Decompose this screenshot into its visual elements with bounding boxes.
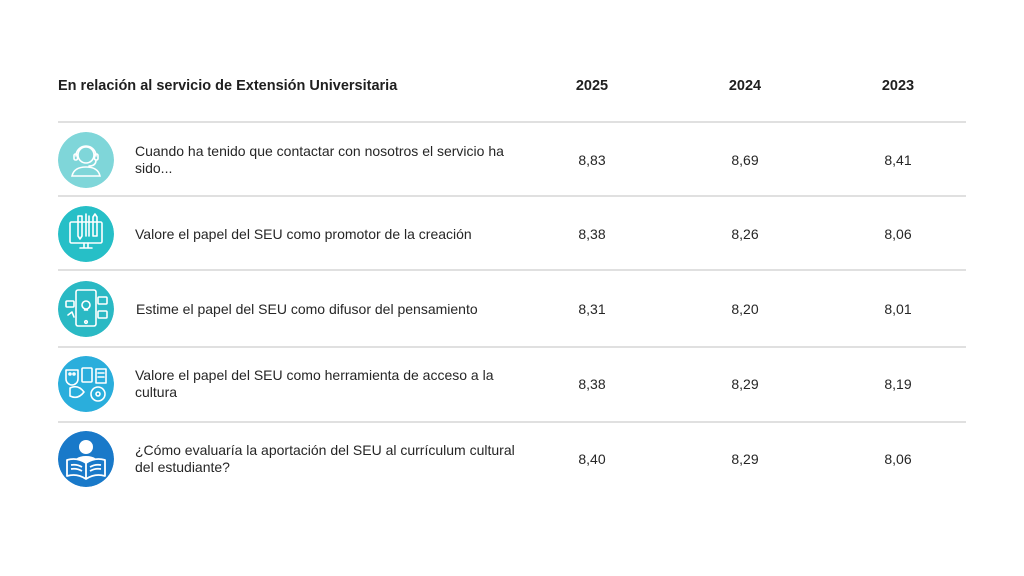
row-divider: [58, 195, 966, 197]
year-header-2024: 2024: [728, 78, 762, 94]
table-row: [58, 281, 966, 337]
year-header-2023: 2023: [881, 78, 915, 94]
table-row: [58, 356, 966, 412]
question-text: Cuando ha tenido que contactar con nosotros el servicio ha sido...: [135, 143, 504, 176]
year-header-2025: 2025: [575, 78, 609, 94]
value-2024: 8,69: [731, 152, 759, 168]
question-text: Estime el papel del SEU como difusor del pensamiento: [136, 301, 478, 317]
value-2024: 8,26: [731, 226, 759, 242]
table-row: [58, 206, 966, 262]
person-reading-icon: [58, 431, 114, 487]
table-title: En relación al servicio de Extensión Universitaria: [58, 78, 398, 94]
table-row: [58, 431, 966, 487]
row-divider: [58, 421, 966, 423]
table-header: [58, 70, 966, 104]
row-divider: [58, 121, 966, 123]
value-2025: 8,83: [578, 152, 606, 168]
table-row: [58, 132, 966, 188]
question-text: Valore el papel del SEU como herramienta de acceso a la cultura: [135, 367, 494, 400]
question-text: ¿Cómo evaluaría la aportación del SEU al currículum cultural del estudiante?: [135, 442, 515, 475]
row-divider: [58, 269, 966, 271]
value-2023: 8,41: [884, 152, 912, 168]
survey-table: [58, 70, 966, 475]
value-2025: 8,38: [578, 376, 606, 392]
value-2023: 8,19: [884, 376, 912, 392]
value-2023: 8,01: [884, 301, 912, 317]
value-2023: 8,06: [884, 226, 912, 242]
question-text: Valore el papel del SEU como promotor de la creación: [135, 226, 472, 242]
headset-person-icon: [58, 132, 114, 188]
value-2025: 8,31: [578, 301, 606, 317]
tablet-ideas-icon: [58, 281, 114, 337]
value-2024: 8,29: [731, 376, 759, 392]
value-2025: 8,38: [578, 226, 606, 242]
value-2024: 8,20: [731, 301, 759, 317]
value-2024: 8,29: [731, 451, 759, 467]
value-2025: 8,40: [578, 451, 606, 467]
value-2023: 8,06: [884, 451, 912, 467]
row-divider: [58, 346, 966, 348]
creative-tools-monitor-icon: [58, 206, 114, 262]
culture-arts-icon: [58, 356, 114, 412]
